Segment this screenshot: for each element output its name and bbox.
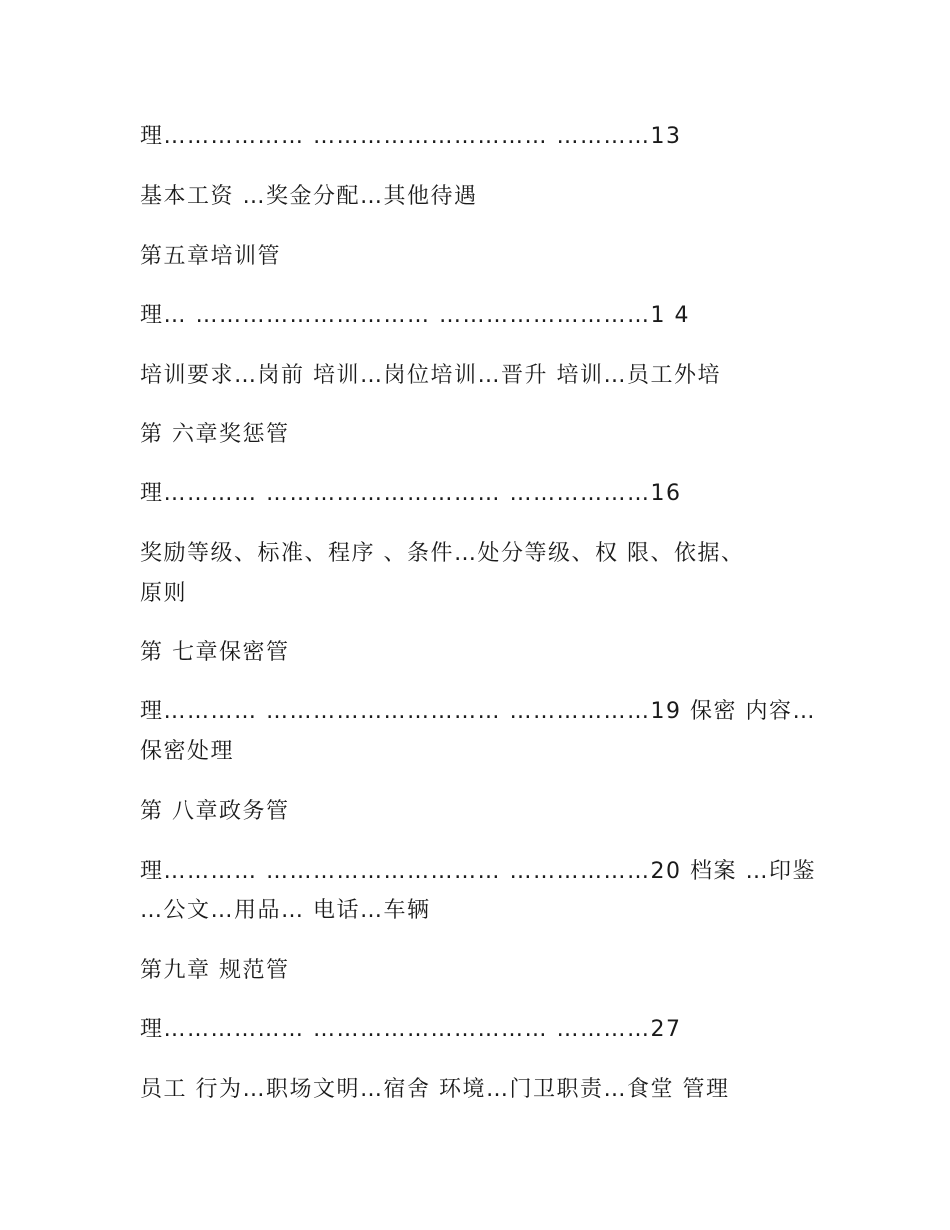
- toc-line-chapter4-page: 理……………… ………………………… …………13: [140, 124, 682, 149]
- toc-line-chapter6-topics-cont: 原则: [140, 581, 188, 606]
- toc-line-chapter6-title: 第 六章奖惩管: [140, 422, 290, 447]
- toc-line-chapter8-page: 理………… ………………………… ………………20 档案 …印鉴: [140, 859, 816, 884]
- toc-line-chapter5-page: 理… ………………………… ………………………1 4: [140, 303, 690, 328]
- toc-line-chapter9-page: 理……………… ………………………… …………27: [140, 1017, 682, 1042]
- toc-line-chapter7-title: 第 七章保密管: [140, 640, 290, 665]
- toc-line-chapter8-title: 第 八章政务管: [140, 799, 290, 824]
- toc-line-chapter5-topics: 培训要求…岗前 培训…岗位培训…晋升 培训…员工外培: [140, 363, 721, 388]
- toc-line-chapter9-title: 第九章 规范管: [140, 958, 290, 983]
- toc-line-chapter6-page: 理………… ………………………… ………………16: [140, 481, 682, 506]
- toc-line-chapter8-topics: …公文…用品… 电话…车辆: [140, 898, 431, 923]
- toc-line-chapter9-topics: 员工 行为…职场文明…宿舍 环境…门卫职责…食堂 管理: [140, 1077, 730, 1102]
- toc-line-chapter7-topics: 保密处理: [140, 739, 235, 764]
- toc-line-chapter5-title: 第五章培训管: [140, 244, 282, 269]
- toc-line-chapter7-page: 理………… ………………………… ………………19 保密 内容…: [140, 699, 816, 724]
- toc-line-chapter4-topics: 基本工资 …奖金分配…其他待遇: [140, 184, 478, 209]
- toc-line-chapter6-topics: 奖励等级、标准、程序 、条件…处分等级、权 限、依据、: [140, 541, 745, 566]
